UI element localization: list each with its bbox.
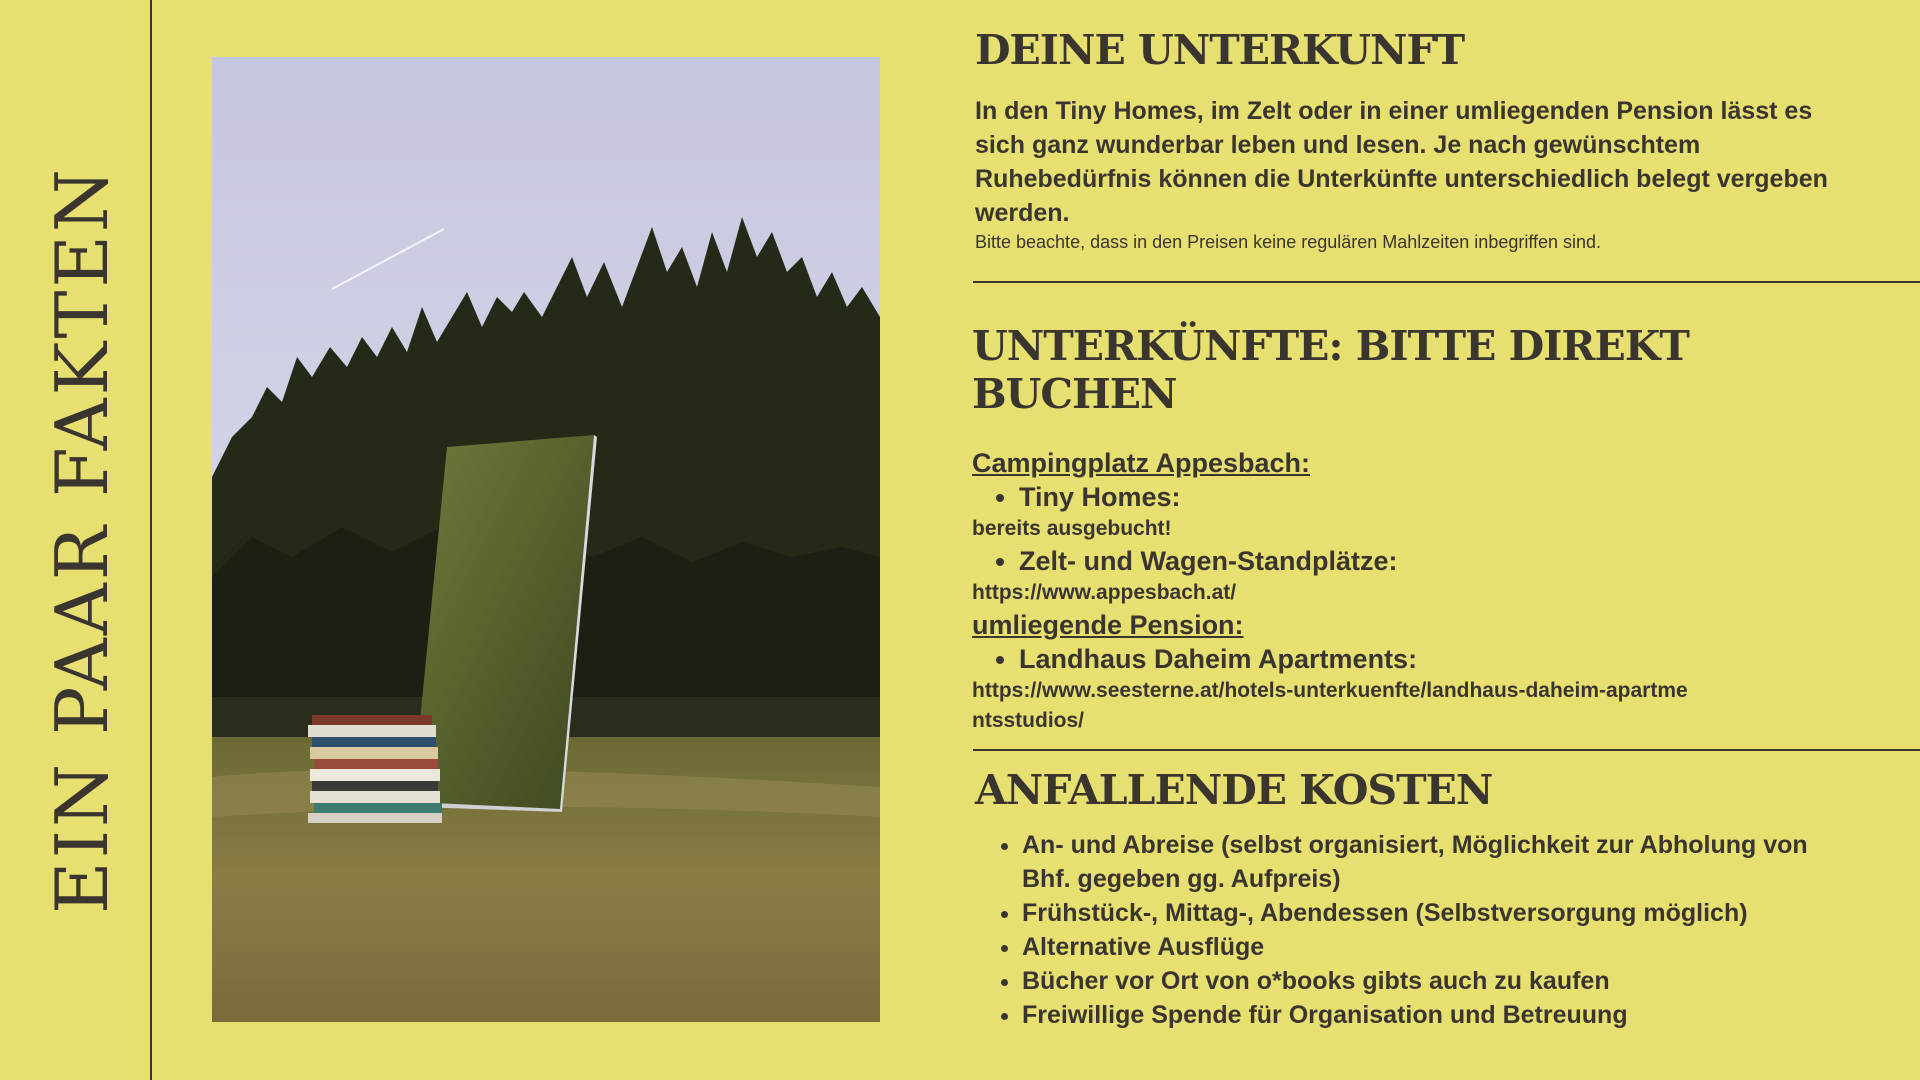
cost-item: • Frühstück-, Mittag-, Abendessen (Selbstversorgung möglich) xyxy=(1022,896,1822,930)
tents-url-link[interactable]: https://www.appesbach.at/ xyxy=(972,581,1237,604)
costs-list xyxy=(975,828,1822,1032)
side-title: EIN PAAR FAKTEN xyxy=(40,166,124,914)
section-divider xyxy=(973,749,1920,751)
costs-heading: ANFALLENDE KOSTEN xyxy=(975,766,1493,814)
tiny-homes-list xyxy=(972,480,1852,514)
camping-label: Campingplatz Appesbach: xyxy=(972,448,1311,478)
tiny-homes-status: bereits ausgebucht! xyxy=(972,517,1172,540)
sidebar-divider xyxy=(150,0,152,1080)
landhaus-url-link[interactable]: https://www.seesterne.at/hotels-unterkuenfte/landhaus-daheim-apartmentsstudios/ xyxy=(972,679,1688,732)
mirror-in-meadow-photo xyxy=(212,57,880,1022)
pension-list xyxy=(972,642,1852,676)
cost-item: • Alternative Ausflüge xyxy=(1022,930,1822,964)
cost-item: • Freiwillige Spende für Organisation und Betreuung xyxy=(1022,998,1822,1032)
landhaus-item: • Landhaus Daheim Apartments: xyxy=(1019,642,1852,676)
tiny-homes-item: • Tiny Homes: xyxy=(1019,480,1852,514)
cost-item: • An- und Abreise (selbst organisiert, Möglichkeit zur Abholung von Bhf. gegeben gg. Aufpreis) xyxy=(1022,828,1822,896)
cost-item: • Bücher vor Ort von o*books gibts auch zu kaufen xyxy=(1022,964,1822,998)
booking-section xyxy=(972,322,1852,736)
booking-heading: UNTERKÜNFTE: BITTE DIREKT BUCHEN xyxy=(972,322,1689,418)
accommodation-section xyxy=(975,26,1855,253)
costs-section xyxy=(975,766,1855,1032)
meals-note: Bitte beachte, dass in den Preisen keine regulären Mahlzeiten inbegriffen sind. xyxy=(975,232,1602,252)
pension-label: umliegende Pension: xyxy=(972,610,1244,640)
accommodation-text: In den Tiny Homes, im Zelt oder in einer umliegenden Pension lässt es sich ganz wunderbar leben und lesen. Je nach gewünschtem Ruhebedürfnis können die Unterkünfte unterschiedlich belegt vergeben werden. xyxy=(975,97,1828,227)
accommodation-heading: DEINE UNTERKUNFT xyxy=(975,26,1465,74)
section-divider xyxy=(973,281,1920,283)
tents-item: • Zelt- und Wagen-Standplätze: xyxy=(1019,544,1852,578)
tents-list xyxy=(972,544,1852,578)
